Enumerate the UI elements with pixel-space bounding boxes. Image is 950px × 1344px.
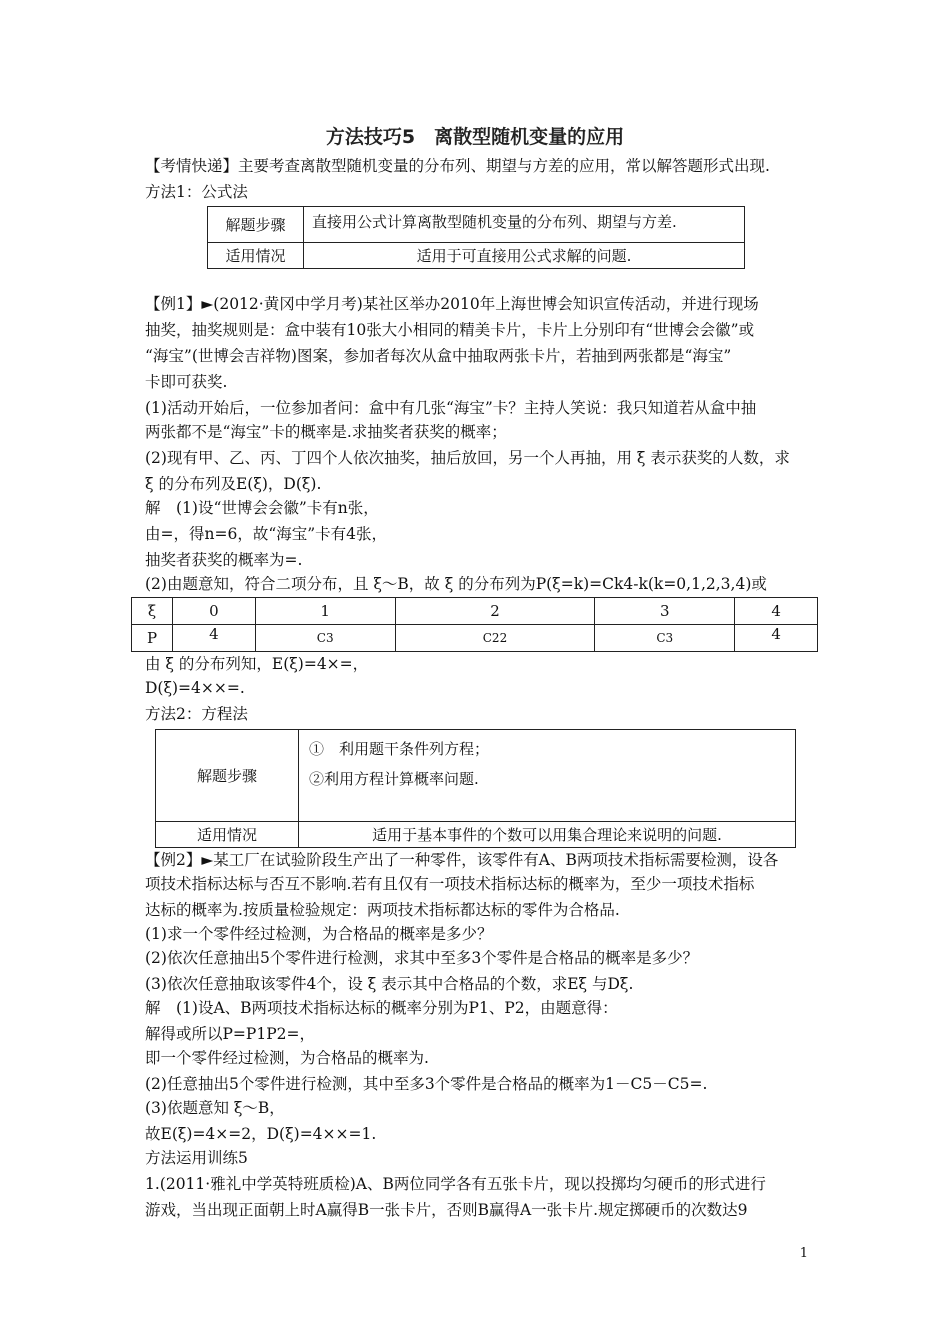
- dist-p-2: C22: [395, 625, 595, 652]
- method2-applies-text: 适用于基本事件的个数可以用集合理论来说明的问题.: [299, 822, 796, 848]
- example2-line-11: (3)依题意知 ξ～B，: [145, 1099, 285, 1117]
- exam-overview: 【考情快递】主要考查离散型随机变量的分布列、期望与方差的应用，常以解答题形式出现.: [145, 157, 770, 175]
- example2-line-10: (2)任意抽出5个零件进行检测，其中至多3个零件是合格品的概率为1－C5－C5=.: [145, 1075, 708, 1093]
- method2-table: [155, 729, 796, 848]
- example1-line-9: 解 (1)设“世博会会徽”卡有n张，: [145, 499, 379, 517]
- example1-line-1: 【例1】►(2012·黄冈中学月考)某社区举办2010年上海世博会知识宣传活动，并进行现场: [145, 295, 759, 313]
- example2-line-8: 解得或所以P=P1P2=，: [145, 1025, 315, 1043]
- example1-line-7: (2)现有甲、乙、丙、丁四个人依次抽奖，抽后放回，另一个人再抽，用 ξ 表示获奖的人数，求: [145, 449, 790, 467]
- example1-line-3: “海宝”(世博会吉祥物)图案，参加者每次从盒中抽取两张卡片，若抽到两张都是“海宝”: [145, 347, 732, 365]
- training-line-1: 1.(2011·雅礼中学英特班质检)A、B两位同学各有五张卡片，现以投掷均匀硬币的形式进行: [145, 1175, 766, 1193]
- example1-line-2: 抽奖，抽奖规则是：盒中装有10张大小相同的精美卡片，卡片上分别印有“世博会会徽”或: [145, 321, 755, 339]
- dist-k-2: 2: [395, 598, 595, 625]
- dist-k-1: 1: [255, 598, 395, 625]
- training-line-2: 游戏，当出现正面朝上时A赢得B一张卡片，否则B赢得A一张卡片.规定掷硬币的次数达9: [145, 1201, 748, 1219]
- method1-applies-text: 适用于可直接用公式求解的问题.: [304, 243, 745, 269]
- method1-steps-text: 直接用公式计算离散型随机变量的分布列、期望与方差.: [304, 207, 745, 243]
- dist-k-3: 3: [595, 598, 735, 625]
- method2-heading: 方法2：方程法: [145, 705, 248, 723]
- method1-applies-label: 适用情况: [208, 243, 304, 269]
- dist-p-4: 4: [735, 625, 818, 652]
- method2-steps-label: 解题步骤: [156, 730, 299, 822]
- example2-line-4: (1)求一个零件经过检测，为合格品的概率是多少？: [145, 925, 493, 943]
- page-title: 方法技巧5 离散型随机变量的应用: [325, 126, 625, 148]
- example1-line-10: 由=，得n=6，故“海宝”卡有4张，: [145, 525, 388, 543]
- example2-line-5: (2)依次任意抽出5个零件进行检测，求其中至多3个零件是合格品的概率是多少？: [145, 949, 699, 967]
- example2-line-12: 故E(ξ)=4×=2，D(ξ)=4××=1.: [145, 1125, 377, 1143]
- dist-p-1: C3: [255, 625, 395, 652]
- method2-step-1: ① 利用题干条件列方程；: [309, 740, 490, 758]
- example1-line-11: 抽奖者获奖的概率为=.: [145, 551, 303, 569]
- dist-p-0: 4: [173, 625, 256, 652]
- dist-prob-label: P: [132, 625, 173, 652]
- method1-heading: 方法1：公式法: [145, 183, 248, 201]
- example1-line-4: 卡即可获奖.: [145, 373, 228, 391]
- example2-line-2: 项技术指标达标与否互不影响.若有且仅有一项技术指标达标的概率为，至少一项技术指标: [145, 875, 755, 893]
- method2-applies-label: 适用情况: [156, 822, 299, 848]
- dist-p-3: C3: [595, 625, 735, 652]
- example1-line-14: D(ξ)=4××=.: [145, 679, 245, 697]
- example2-line-3: 达标的概率为.按质量检验规定：两项技术指标都达标的零件为合格品.: [145, 901, 620, 919]
- distribution-table: [131, 597, 818, 652]
- dist-k-4: 4: [735, 598, 818, 625]
- dist-k-0: 0: [173, 598, 256, 625]
- page-number: 1: [799, 1246, 808, 1261]
- training-heading: 方法运用训练5: [145, 1149, 248, 1167]
- method1-table: [207, 206, 745, 269]
- method2-step-2: ②利用方程计算概率问题.: [309, 770, 479, 788]
- method1-steps-label: 解题步骤: [208, 207, 304, 243]
- dist-header-label: ξ: [132, 598, 173, 625]
- example1-line-6: 两张都不是“海宝”卡的概率是.求抽奖者获奖的概率；: [145, 423, 507, 441]
- example2-line-6: (3)依次任意抽取该零件4个，设 ξ 表示其中合格品的个数，求Eξ 与Dξ.: [145, 975, 634, 993]
- example1-line-12: (2)由题意知，符合二项分布，且 ξ～B，故 ξ 的分布列为P(ξ=k)=Ck4-k(k=0,1,2,3,4)或: [145, 575, 767, 593]
- example2-line-1: 【例2】►某工厂在试验阶段生产出了一种零件，该零件有A、B两项技术指标需要检测，设各: [145, 851, 779, 869]
- example1-line-13: 由 ξ 的分布列知，E(ξ)=4×=，: [145, 655, 369, 673]
- example2-line-7: 解 (1)设A、B两项技术指标达标的概率分别为P1、P2，由题意得：: [145, 999, 618, 1017]
- example1-line-8: ξ 的分布列及E(ξ)，D(ξ).: [145, 475, 322, 493]
- example1-line-5: (1)活动开始后，一位参加者问：盒中有几张“海宝”卡？主持人笑说：我只知道若从盒中抽: [145, 399, 757, 417]
- example2-line-9: 即一个零件经过检测，为合格品的概率为.: [145, 1049, 429, 1067]
